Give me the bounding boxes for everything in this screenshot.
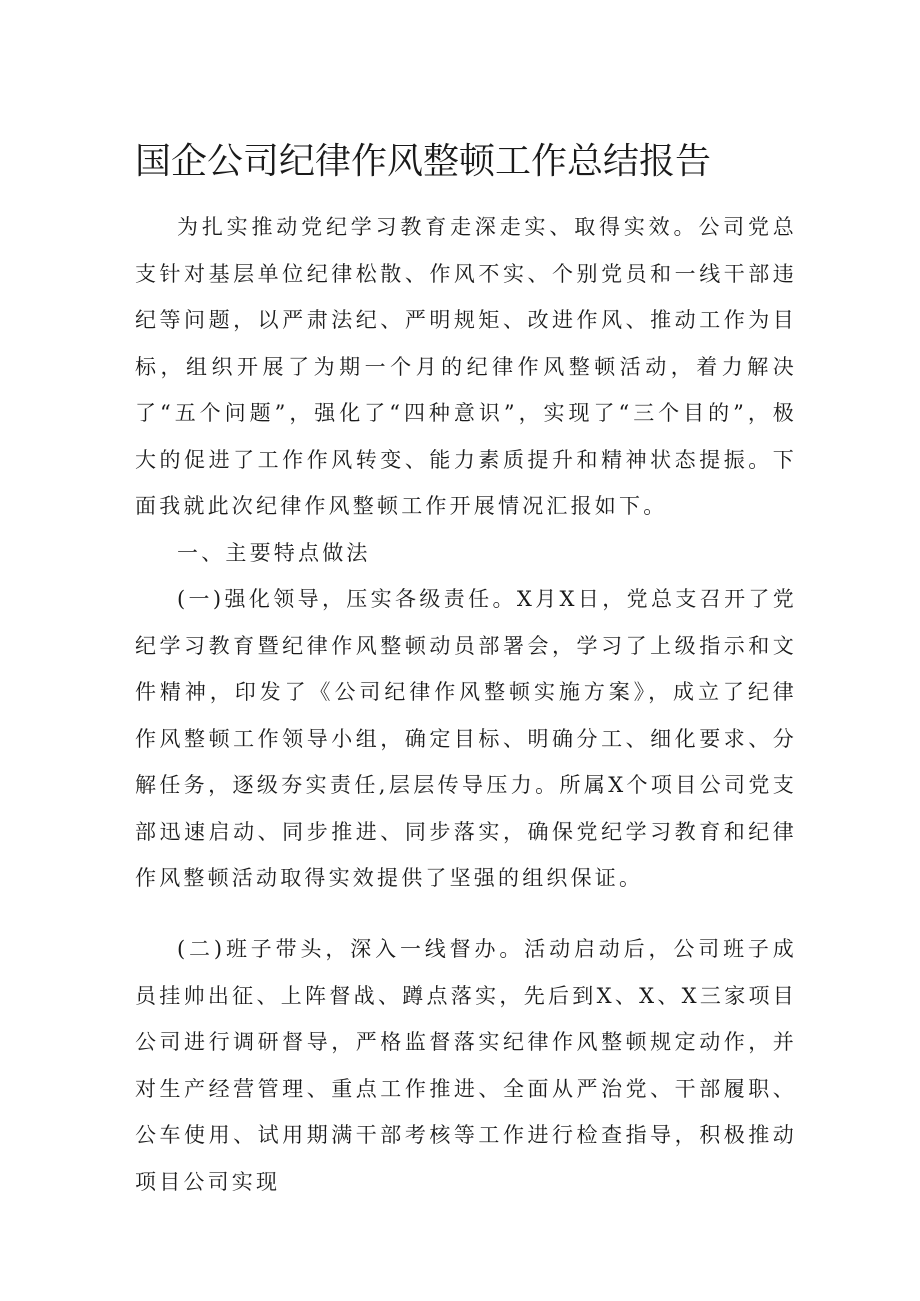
section-heading: 一、主要特点做法: [177, 541, 371, 565]
document-title: 国企公司纪律作风整顿工作总结报告: [135, 141, 712, 182]
paragraph-supervision: (二)班子带头，深入一线督办。活动启动后，公司班子成员挂帅出征、上阵督战、蹲点落实，先后到X、X、X三家项目公司进行调研督导，严格监督落实纪律作风整顿规定动作，并对生产经营管理、重点工作推进、全面从严治党、干部履职、公车使用、试用期满干部考核等工作进行检查指导，积极推动项目公司实现: [135, 937, 797, 1194]
intro-paragraph: 为扎实推动党纪学习教育走深走实、取得实效。公司党总支针对基层单位纪律松散、作风不实、个别党员和一线干部违纪等问题，以严肃法纪、严明规矩、改进作风、推动工作为目标，组织开展了为期一个月的纪律作风整顿活动，着力解决了“五个问题”，强化了“四种意识”，实现了“三个目的”，极大的促进了工作作风转变、能力素质提升和精神状态提振。下面我就此次纪律作风整顿工作开展情况汇报如下。: [135, 215, 797, 518]
paragraph-leadership: (一)强化领导，压实各级责任。X月X日，党总支召开了党纪学习教育暨纪律作风整顿动员部署会，学习了上级指示和文件精神，印发了《公司纪律作风整顿实施方案》，成立了纪律作风整顿工作领导小组，确定目标、明确分工、细化要求、分解任务，逐级夯实责任,层层传导压力。所属X个项目公司党支部迅速启动、同步推进、同步落实，确保党纪学习教育和纪律作风整顿活动取得实效提供了坚强的组织保证。: [135, 587, 797, 890]
